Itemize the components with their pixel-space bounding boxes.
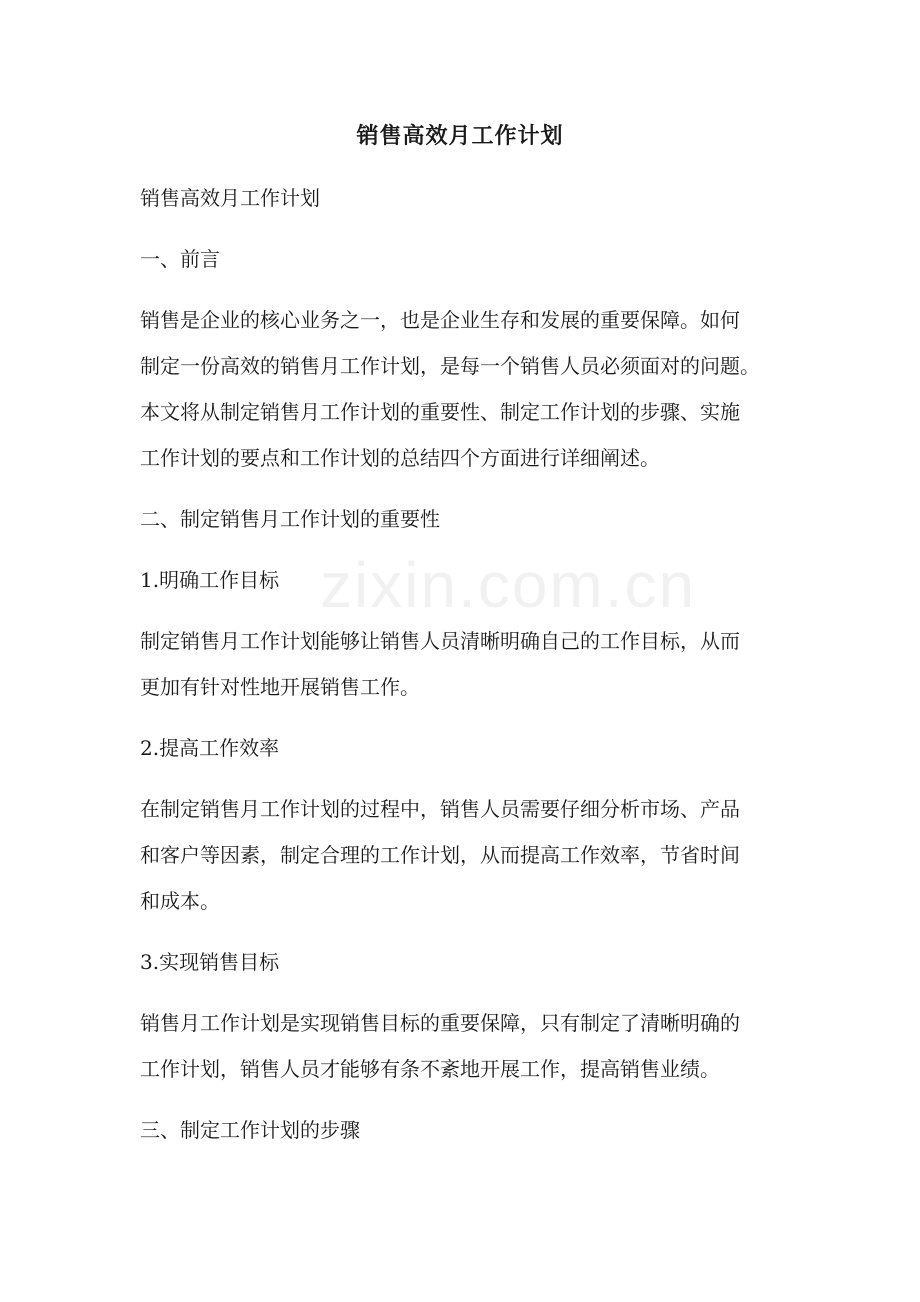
section-heading xyxy=(140,728,790,768)
paragraph-line: 和成本。 xyxy=(140,889,220,913)
paragraph-line: 制定销售月工作计划能够让销售人员清晰明确自己的工作目标，从而 xyxy=(140,629,740,653)
paragraph-line: 在制定销售月工作计划的过程中，销售人员需要仔细分析市场、产品 xyxy=(140,797,740,821)
paragraph-line: 本文将从制定销售月工作计划的重要性、制定工作计划的步骤、实施 xyxy=(140,400,740,424)
paragraph xyxy=(140,621,790,707)
paragraph xyxy=(140,1003,790,1089)
section-heading xyxy=(140,560,790,600)
heading-text: 销售高效月工作计划 xyxy=(140,186,320,210)
document-title: 销售高效月工作计划 xyxy=(356,123,564,149)
paragraph xyxy=(140,789,790,921)
section-heading xyxy=(140,942,790,982)
section-heading xyxy=(140,178,790,218)
document-body xyxy=(140,178,790,1171)
section-heading xyxy=(140,1110,790,1150)
paragraph xyxy=(140,300,790,478)
heading-text: 2.提高工作效率 xyxy=(140,736,280,760)
watermark: zixin.com.cn xyxy=(320,549,697,621)
section-heading xyxy=(140,499,790,539)
paragraph-line: 和客户等因素，制定合理的工作计划，从而提高工作效率，节省时间 xyxy=(140,843,740,867)
paragraph-line: 销售月工作计划是实现销售目标的重要保障，只有制定了清晰明确的 xyxy=(140,1011,740,1035)
paragraph-line: 销售是企业的核心业务之一，也是企业生存和发展的重要保障。如何 xyxy=(140,308,740,332)
paragraph-line: 制定一份高效的销售月工作计划，是每一个销售人员必须面对的问题。 xyxy=(140,354,760,378)
paragraph-line: 工作计划，销售人员才能够有条不紊地开展工作，提高销售业绩。 xyxy=(140,1057,720,1081)
heading-text: 三、制定工作计划的步骤 xyxy=(140,1118,360,1142)
heading-text: 一、前言 xyxy=(140,247,220,271)
paragraph-line: 工作计划的要点和工作计划的总结四个方面进行详细阐述。 xyxy=(140,446,660,470)
heading-text: 二、制定销售月工作计划的重要性 xyxy=(140,507,440,531)
paragraph-line: 更加有针对性地开展销售工作。 xyxy=(140,675,420,699)
section-heading xyxy=(140,239,790,279)
heading-text: 1.明确工作目标 xyxy=(140,568,280,592)
heading-text: 3.实现销售目标 xyxy=(140,950,280,974)
